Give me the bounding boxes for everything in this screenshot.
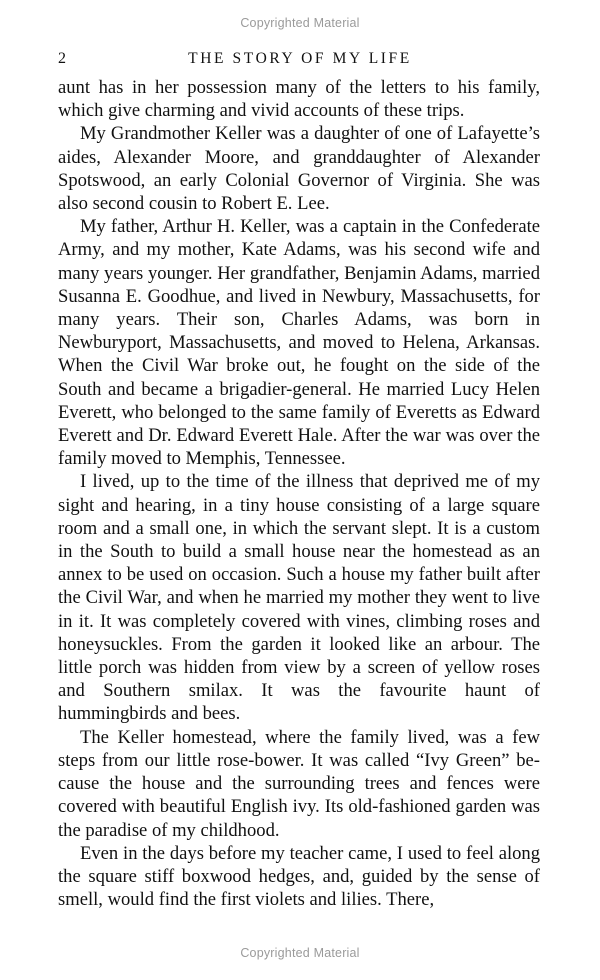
copyright-watermark-top: Copyrighted Material: [240, 16, 360, 30]
running-header: [58, 50, 542, 72]
page-number: 2: [58, 50, 66, 67]
paragraph-father: My father, Arthur H. Keller, was a captain in the Confederate Army, and my mother, Kate Adams, was his second wife and many years younger. Her grandfather, Benjamin Adams, married Susanna E. Goodhue, and lived in Newbury, Massachusetts, for many years. Their son, Charles Adams, was born in Newburyport, Massachusetts, and moved to Helena, Arkansas. When the Civil War broke out, he fought on the side of the South and became a brigadier-general. He married Lucy Helen Everett, who belonged to the same family of Everetts as Edward Everett and Dr. Edward Everett Hale. After the war was over the family moved to Memphis, Tennessee.: [58, 216, 540, 470]
running-title: THE STORY OF MY LIFE: [188, 50, 412, 67]
paragraph-grandmother: My Grandmother Keller was a daughter of one of Lafayette’s aides, Alexander Moore, and granddaughter of Alexander Spotswood, an early Colonial Governor of Virginia. She was also second cousin to Robert E. Lee.: [58, 123, 540, 215]
paragraph-continued: aunt has in her possession many of the letters to his family, which give charming and vivid accounts of these trips.: [58, 77, 540, 122]
paragraph-tiny-house: I lived, up to the time of the illness that deprived me of my sight and hearing, in a tiny house consisting of a large square room and a small one, in which the servant slept. It is a custom in the South to build a small house near the homestead as an annex to be used on occasion. Such a house my father built after the Civil War, and when he married my mother they went to live in it. It was completely covered with vines, climbing roses and honeysuckles. From the garden it looked like an arbour. The little porch was hidden from view by a screen of yellow roses and Southern smilax. It was the favourite haunt of hummingbirds and bees.: [58, 471, 540, 725]
body-text: [58, 76, 540, 911]
copyright-watermark-bottom: Copyrighted Material: [240, 946, 360, 960]
paragraph-boxwood: Even in the days before my teacher came, I used to feel along the square stiff boxwood hedges, and, guided by the sense of smell, would find the first violets and lilies. There,: [58, 842, 540, 911]
paragraph-homestead: The Keller homestead, where the family lived, was a few steps from our little rose-bower. It was called “Ivy Green” because the house and the surrounding trees and fences were covered with beautiful English ivy. Its old-fashioned garden was the paradise of my childhood.: [58, 726, 540, 841]
